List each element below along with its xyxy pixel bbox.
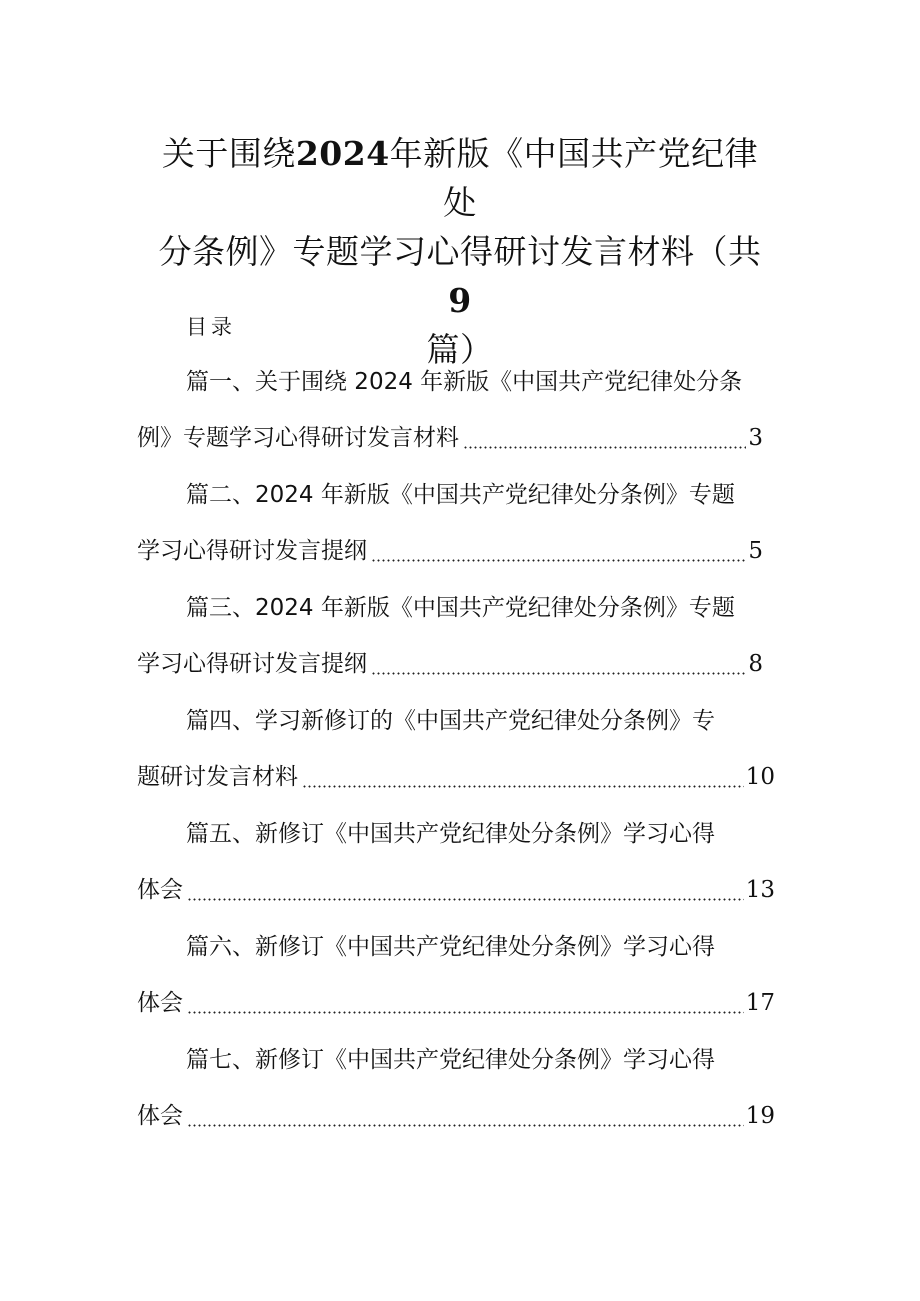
table-of-contents [0, 361, 920, 1152]
title-line1-part2: 年新版《中国共产党纪律处 [389, 134, 759, 222]
toc-entry-title: 篇七、新修订《中国共产党纪律处分条例》学习心得 [186, 1047, 715, 1073]
toc-entry-title: 篇六、新修订《中国共产党纪律处分条例》学习心得 [186, 934, 715, 960]
dot-leader [463, 446, 746, 449]
toc-entry[interactable] [0, 474, 920, 587]
toc-entry-title-cont: 学习心得研讨发言提纲 [137, 651, 367, 677]
title-line2-part1: 分条例》专题学习心得研讨发言材料（共 [158, 232, 762, 271]
toc-entry[interactable] [0, 813, 920, 926]
dot-leader [187, 1124, 744, 1127]
toc-entry-title-cont: 体会 [137, 990, 183, 1016]
toc-entry-continuation [137, 417, 763, 459]
toc-entry-title-cont: 体会 [137, 877, 183, 903]
toc-entry-title-cont: 题研讨发言材料 [137, 764, 298, 790]
title-year: 2024 [295, 134, 390, 173]
toc-entry-title-cont: 学习心得研讨发言提纲 [137, 538, 367, 564]
toc-page-number: 13 [745, 877, 775, 903]
dot-leader [371, 672, 746, 675]
dot-leader [302, 785, 744, 788]
toc-entry[interactable] [0, 1039, 920, 1152]
toc-entry[interactable] [0, 587, 920, 700]
toc-entry-continuation [137, 643, 763, 685]
toc-page-number: 8 [748, 651, 763, 677]
toc-entry-continuation [137, 1095, 775, 1137]
title-line3: 篇） [426, 330, 494, 369]
dot-leader [187, 898, 744, 901]
toc-entry-title: 篇四、学习新修订的《中国共产党纪律处分条例》专 [186, 708, 715, 734]
toc-entry-continuation [137, 869, 775, 911]
toc-entry-continuation [137, 530, 763, 572]
toc-page-number: 3 [748, 425, 763, 451]
toc-entry-title-cont: 体会 [137, 1103, 183, 1129]
dot-leader [187, 1011, 744, 1014]
title-line1-part1: 关于围绕 [161, 134, 296, 173]
toc-entry[interactable] [0, 700, 920, 813]
toc-page-number: 17 [745, 990, 775, 1016]
toc-entry-title-cont: 例》专题学习心得研讨发言材料 [137, 425, 459, 451]
toc-page-number: 5 [748, 538, 763, 564]
toc-entry[interactable] [0, 361, 920, 474]
toc-entry-continuation [137, 756, 775, 798]
toc-entry-title: 篇一、关于围绕 2024 年新版《中国共产党纪律处分条 [186, 369, 743, 395]
toc-heading: 目录 [186, 315, 236, 339]
document-title [150, 129, 770, 374]
toc-entry-title: 篇二、2024 年新版《中国共产党纪律处分条例》专题 [186, 482, 735, 508]
toc-page-number: 10 [745, 764, 775, 790]
dot-leader [371, 559, 746, 562]
title-count: 9 [448, 281, 472, 320]
toc-page-number: 19 [745, 1103, 775, 1129]
toc-entry-continuation [137, 982, 775, 1024]
toc-entry-title: 篇五、新修订《中国共产党纪律处分条例》学习心得 [186, 821, 715, 847]
toc-entry[interactable] [0, 926, 920, 1039]
toc-entry-title: 篇三、2024 年新版《中国共产党纪律处分条例》专题 [186, 595, 735, 621]
